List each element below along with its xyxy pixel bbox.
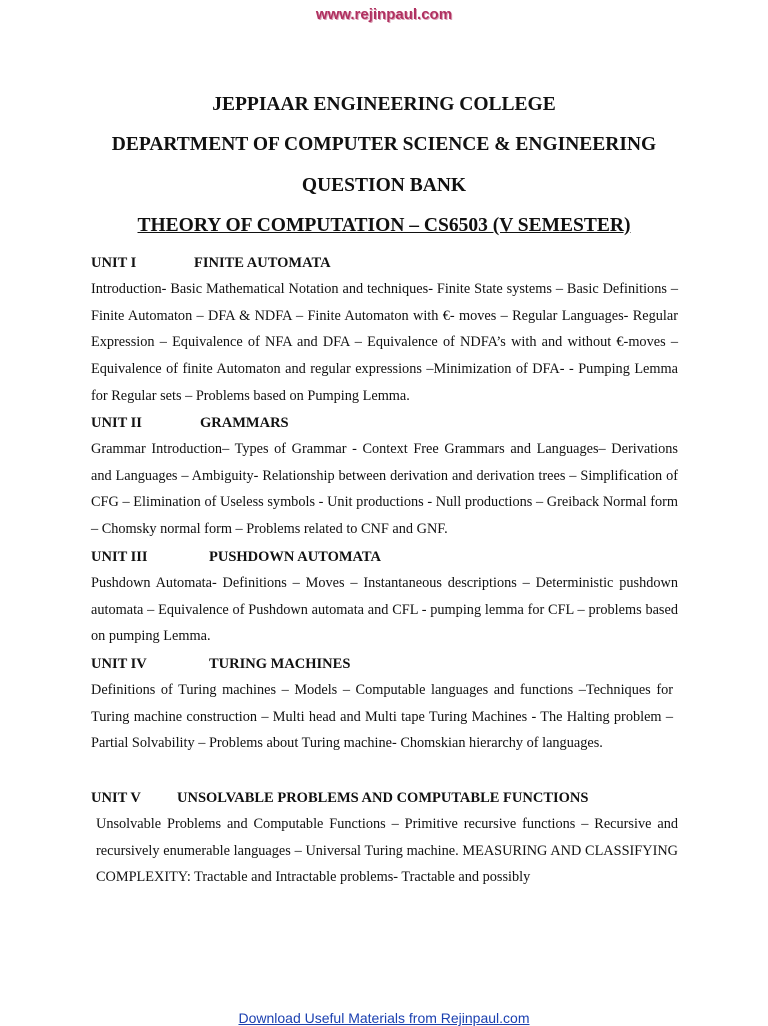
- unit-1-content: Introduction- Basic Mathematical Notation and techniques- Finite State systems – Basic Definitions –Finite Automaton – DFA & NDFA – Finite Automaton with €- moves – Regular Languages- Regular Expression – Equivalence of NFA and DFA – Equivalence of NDFA’s with and without €-moves –Equivalence of finite Automaton and regular expressions –Minimization of DFA- - Pumping Lemma for Regular sets – Problems based on Pumping Lemma.: [91, 281, 678, 404]
- unit-3-heading: [91, 549, 381, 566]
- unit-4-content: Definitions of Turing machines – Models – Computable languages and functions –Techniques for Turing machine construction – Multi head and Multi tape Turing Machines - The Halting problem –Partial Solvability – Problems about Turing machine- Chomskian hierarchy of languages.: [91, 682, 673, 752]
- unit-3-title: PUSHDOWN AUTOMATA: [209, 549, 381, 565]
- unit-2-content: Grammar Introduction– Types of Grammar - Context Free Grammars and Languages– Derivations and Languages – Ambiguity- Relationship between derivation and derivation trees – Simplification of CFG – Elimination of Useless symbols - Unit productions - Null productions – Greiback Normal form – Chomsky normal form – Problems related to CNF and GNF.: [91, 441, 678, 538]
- college-name: JEPPIAAR ENGINEERING COLLEGE: [212, 94, 556, 115]
- unit-4-heading: [91, 656, 351, 673]
- document-type: QUESTION BANK: [301, 175, 467, 196]
- unit-5-number: UNIT V: [91, 790, 141, 806]
- unit-1-title: FINITE AUTOMATA: [194, 255, 331, 271]
- unit-3-content: Pushdown Automata- Definitions – Moves – Instantaneous descriptions – Deterministic pushdown automata – Equivalence of Pushdown automata and CFL - pumping lemma for CFL – problems based on pumping Lemma.: [91, 575, 678, 645]
- unit-1-number: UNIT I: [91, 255, 137, 271]
- unit-2-heading: [91, 415, 289, 432]
- unit-5-heading: [91, 790, 589, 807]
- unit-4-number: UNIT IV: [91, 656, 147, 672]
- unit-2-title: GRAMMARS: [200, 415, 289, 431]
- unit-5-title: UNSOLVABLE PROBLEMS AND COMPUTABLE FUNCTIONS: [177, 790, 589, 806]
- watermark-top-link[interactable]: www.rejinpaul.com: [315, 6, 453, 23]
- unit-5-content: Unsolvable Problems and Computable Functions – Primitive recursive functions – Recursive and recursively enumerable languages – Universal Turing machine. MEASURING AND CLASSIFYING COMPLEXITY: Tractable and Intractable problems- Tractable and possibly: [96, 816, 678, 886]
- unit-3-number: UNIT III: [91, 549, 148, 565]
- department-name: DEPARTMENT OF COMPUTER SCIENCE & ENGINEERING: [111, 134, 657, 155]
- download-link[interactable]: Download Useful Materials from Rejinpaul.com: [238, 1010, 530, 1026]
- unit-4-title: TURING MACHINES: [209, 656, 351, 672]
- unit-1-heading: [91, 255, 331, 272]
- unit-2-number: UNIT II: [91, 415, 142, 431]
- subject-title: THEORY OF COMPUTATION – CS6503 (V SEMESTER): [137, 215, 631, 236]
